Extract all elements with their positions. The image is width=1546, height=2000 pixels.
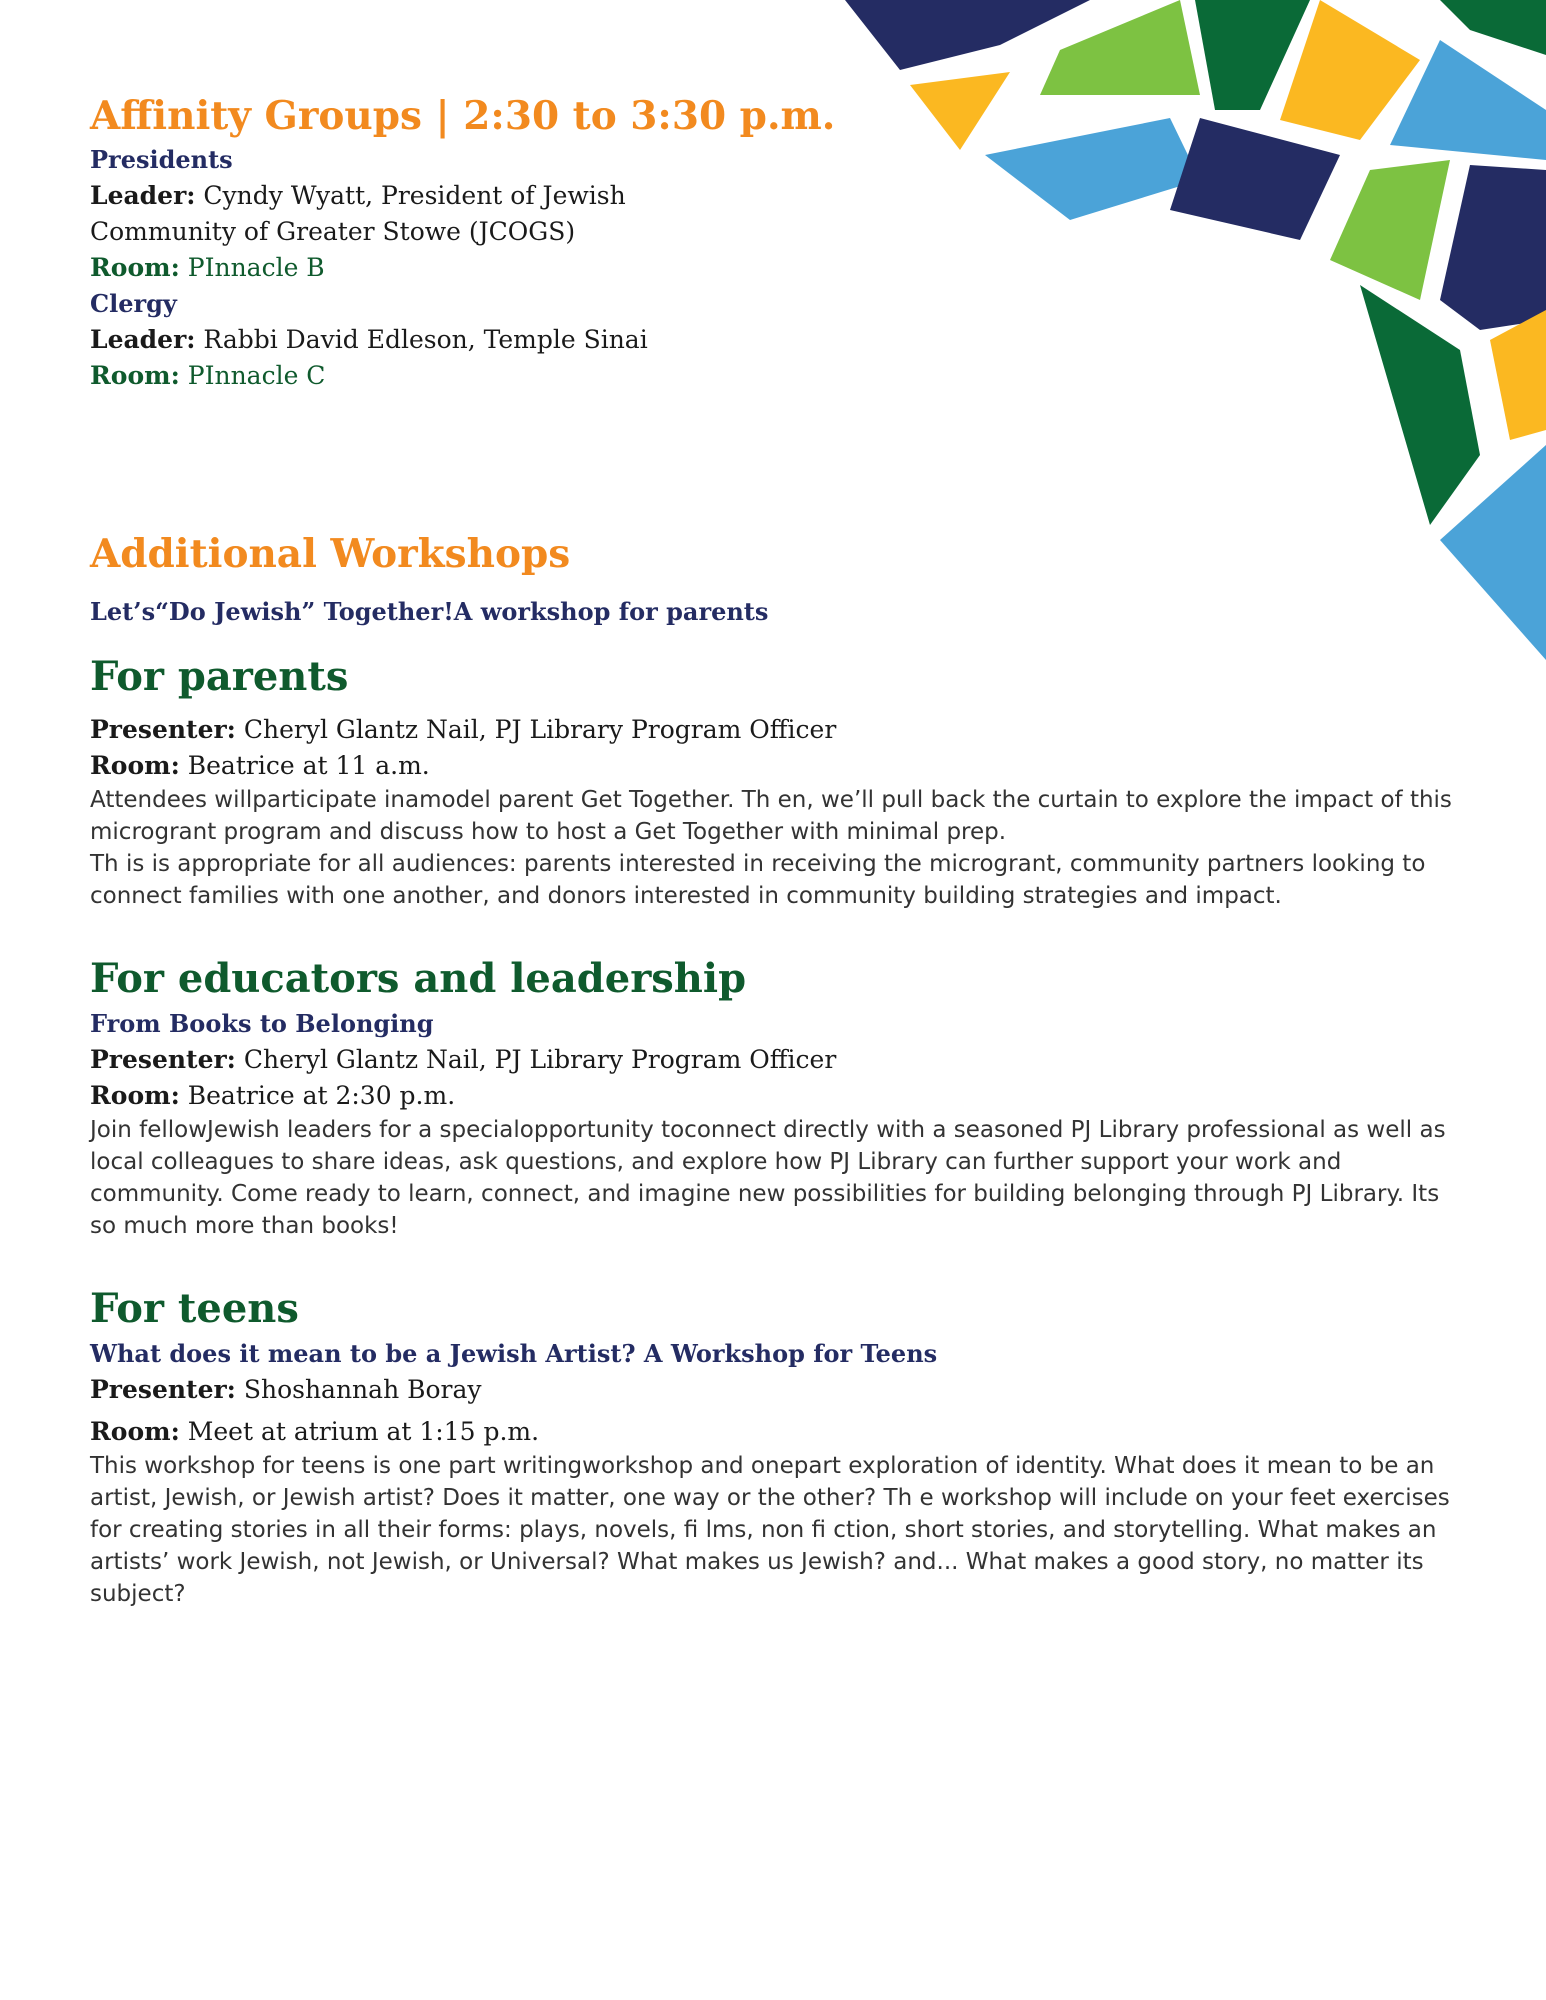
room-line: Room: PInnacle C	[90, 361, 326, 390]
educators-section	[90, 952, 1470, 1242]
leader-line: Leader: Cyndy Wyatt, President of Jewish	[90, 181, 626, 210]
parents-section	[90, 650, 1470, 912]
teens-heading: For teens	[90, 1285, 299, 1332]
room-line: Room: Beatrice at 11 a.m.	[90, 751, 430, 780]
room-line: Room: Beatrice at 2:30 p.m.	[90, 1081, 456, 1110]
description-paragraph: Attendees willparticipate inamodel parent Get Together. Th en, we’ll pull back the curtain to explore the impact of this microgrant program and discuss how to host a Get Together with minimal prep.	[90, 787, 1452, 845]
group-name: Presidents	[90, 145, 233, 174]
additional-intro: Let’s“Do Jewish” Together!A workshop for parents	[90, 597, 769, 626]
presenter-line: Presenter: Cheryl Glantz Nail, PJ Library Program Officer	[90, 1045, 837, 1074]
additional-section	[90, 528, 1470, 630]
mosaic-tile	[1490, 310, 1546, 440]
room-line: Room: PInnacle B	[90, 253, 325, 282]
group-name: Clergy	[90, 289, 177, 318]
teens-section	[90, 1282, 1470, 1610]
mosaic-tile	[1040, 0, 1200, 95]
affinity-heading: Affinity Groups | 2:30 to 3:30 p.m.	[90, 93, 836, 139]
workshop-title: From Books to Belonging	[90, 1009, 434, 1038]
leader-line-cont: Community of Greater Stowe (JCOGS)	[90, 217, 576, 246]
leader-line: Leader: Rabbi David Edleson, Temple Sinai	[90, 325, 648, 354]
description-paragraph: This workshop for teens is one part writingworkshop and onepart exploration of identity. What does it mean to be an artist, Jewish, or Jewish artist? Does it matter, one way or the other? Th e workshop will include on your feet exercises for creating stories in all their forms: plays, novels, fi lms, non fi ction, short stories, and storytelling. What makes an artists’ work Jewish, not Jewish, or Universal? What makes us Jewish? and... What makes a good story, no matter its subject?	[90, 1453, 1450, 1607]
room-line: Room: Meet at atrium at 1:15 p.m.	[90, 1417, 540, 1446]
parents-heading: For parents	[90, 653, 349, 700]
workshop-title: What does it mean to be a Jewish Artist? A Workshop for Teens	[90, 1339, 938, 1368]
mosaic-tile	[1440, 0, 1546, 55]
description-paragraph: Th is is appropriate for all audiences: parents interested in receiving the microgrant, community partners looking to connect families with one another, and donors interested in community building strategies and impact.	[90, 851, 1426, 909]
description-paragraph: Join fellowJewish leaders for a specialopportunity toconnect directly with a seasoned PJ Library professional as well as local colleagues to share ideas, ask questions, and explore how PJ Library can further support your work and community. Come ready to learn, connect, and imagine new possibilities for building belonging through PJ Library. Its so much more than books!	[90, 1117, 1446, 1239]
affinity-section	[90, 90, 1470, 394]
educators-heading: For educators and leadership	[90, 955, 747, 1002]
presenter-line: Presenter: Cheryl Glantz Nail, PJ Library Program Officer	[90, 715, 837, 744]
presenter-line: Presenter: Shoshannah Boray	[90, 1375, 482, 1404]
mosaic-tile	[845, 0, 1090, 70]
additional-heading: Additional Workshops	[90, 531, 571, 577]
